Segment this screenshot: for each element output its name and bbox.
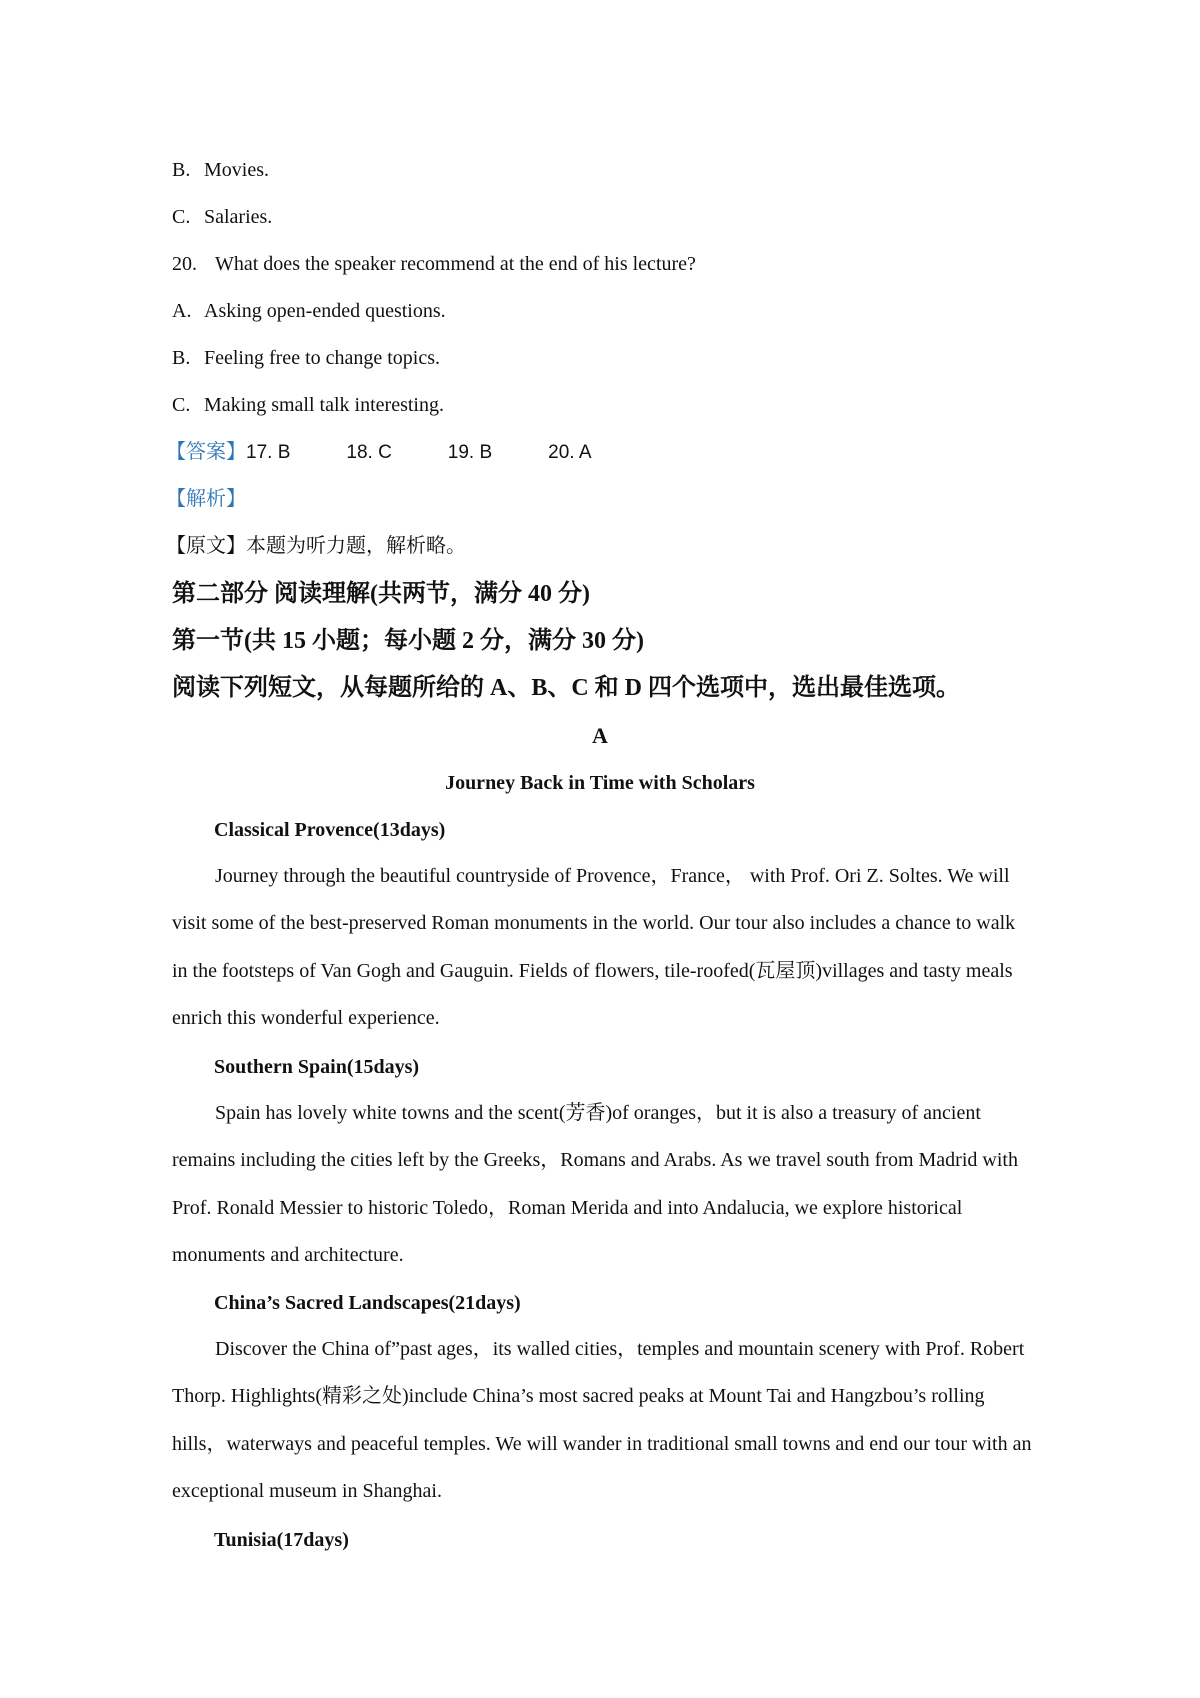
answer-item: 20. A [548,442,592,463]
part-title: 第二部分 阅读理解(共两节，满分 40 分) [172,581,590,607]
answer-item: 17. B [246,442,291,463]
option-letter: B. [172,159,191,181]
tour-text-spain: Spain has lovely white towns and the scent(芳香)of oranges，but it is also a treasury of ancient remains including the cities left by the Greeks，Romans and Arabs. As we travel south from Madrid with Prof. Ronald Messier to historic Toledo，Roman Merida and into Andalucia, we explore historical monuments and architecture. [172,1102,1018,1267]
passage-letter: A [592,723,608,748]
original-label: 【原文】 [166,535,246,557]
option-c-q19 [172,203,272,231]
analysis-label: 【解析】 [166,488,246,510]
option-text: Feeling free to change topics. [204,347,441,369]
answer-line [166,438,648,467]
answer-label: 【答案】 [166,441,246,463]
subsection-title: 第一节(共 15 小题；每小题 2 分，满分 30 分) [172,628,644,654]
answer-item: 19. B [447,442,493,463]
tour-title-spain: Southern Spain(15days) [214,1056,420,1078]
question-text: What does the speaker recommend at the end of his lecture? [215,253,696,275]
tour-title-tunisia: Tunisia(17days) [214,1529,349,1551]
option-text: Salaries. [204,206,273,228]
option-letter: A. [172,300,192,322]
tour-title-provence: Classical Provence(13days) [214,819,446,841]
tour-title-china: China’s Sacred Landscapes(21days) [214,1292,521,1314]
question-number: 20. [172,253,197,275]
option-letter: B. [172,347,191,369]
option-c-q20 [172,391,444,419]
original-text-line [166,532,466,560]
option-letter: C. [172,394,191,416]
tour-text-china: Discover the China of”past ages，its walled cities，temples and mountain scenery with Prof. Robert Thorp. Highlights(精彩之处)include China’s most sacred peaks at Mount Tai and Hangzbou’s rolling hills，waterways and peaceful temples. We will wander in traditional small towns and end our tour with an exceptional museum in Shanghai. [172,1338,1032,1503]
option-b-q19 [172,156,269,184]
tour-text-provence: Journey through the beautiful countryside of Provence，France， with Prof. Ori Z. Soltes. We will visit some of the best-preserved Roman monuments in the world. Our tour also includes a chance to walk in the footsteps of Van Gogh and Gauguin. Fields of flowers, tile-roofed(瓦屋顶)villages and tasty meals enrich this wonderful experience. [172,865,1016,1030]
option-text: Asking open-ended questions. [204,300,446,322]
option-b-q20 [172,344,440,372]
instruction: 阅读下列短文，从每题所给的 A、B、C 和 D 四个选项中，选出最佳选项。 [172,675,961,701]
answer-item: 18. C [346,442,392,463]
original-text: 本题为听力题，解析略。 [246,535,466,557]
option-letter: C. [172,206,191,228]
option-text: Making small talk interesting. [204,394,444,416]
option-text: Movies. [204,159,269,181]
question-20 [172,250,696,278]
option-a-q20 [172,297,446,325]
passage-title: Journey Back in Time with Scholars [445,772,755,794]
